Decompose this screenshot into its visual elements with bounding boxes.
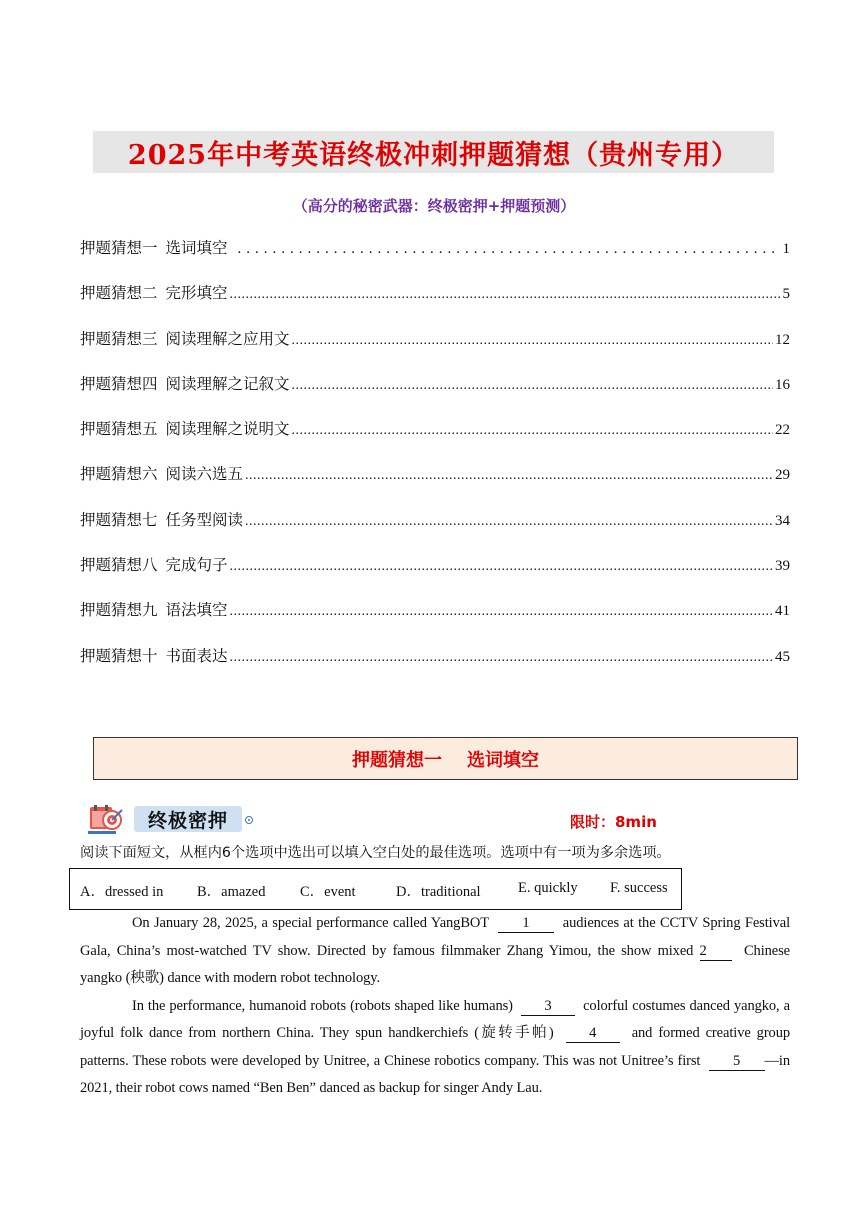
toc-page-number: 1 bbox=[782, 241, 790, 257]
toc-label: 押题猜想六 bbox=[80, 465, 158, 484]
time-limit: 限时：8min bbox=[570, 813, 657, 831]
badge-dot-icon bbox=[245, 816, 253, 824]
toc-label: 押题猜想四 bbox=[80, 374, 158, 393]
exercise-instruction: 阅读下面短文，从框内6个选项中选出可以填入空白处的最佳选项。选项中有一项为多余选项。 bbox=[80, 845, 671, 861]
toc-label: 押题猜想二 bbox=[80, 284, 158, 303]
toc-page-number: 45 bbox=[775, 648, 790, 665]
toc-page-number: 5 bbox=[782, 286, 790, 303]
toc-leader bbox=[230, 559, 773, 575]
toc-topic: 任务型阅读 bbox=[165, 510, 244, 529]
reading-passage bbox=[80, 910, 790, 1103]
document-subtitle: （高分的秘密武器：终极密押+押题预测） bbox=[292, 197, 576, 215]
toc-topic: 语法填空 bbox=[165, 601, 228, 620]
toc-topic: 阅读理解之说明文 bbox=[165, 420, 290, 439]
blank-3[interactable]: 3 bbox=[521, 998, 575, 1016]
toc-label: 押题猜想九 bbox=[80, 601, 158, 620]
toc-entry[interactable] bbox=[80, 236, 790, 281]
toc-page-number: 12 bbox=[775, 331, 790, 348]
toc-entry[interactable] bbox=[80, 553, 790, 598]
badge-label: 终极密押 bbox=[147, 809, 228, 832]
table-of-contents bbox=[80, 236, 790, 689]
toc-topic: 完成句子 bbox=[165, 556, 228, 575]
toc-entry[interactable] bbox=[80, 372, 790, 417]
toc-entry[interactable] bbox=[80, 644, 790, 689]
option-d[interactable]: D．traditional bbox=[396, 884, 481, 900]
passage-paragraph-1: On January 28, 2025, a special performance called YangBOT 1 audiences at the CCTV Spring Festival Gala, China’s most-watched TV show. Directed by famous filmmaker Zhang Yimou, the show mixed 2 Chinese yangko (秧歌) dance with modern robot technology. bbox=[80, 915, 790, 986]
toc-page-number: 22 bbox=[775, 422, 790, 439]
section-header bbox=[93, 737, 798, 780]
toc-leader bbox=[230, 287, 781, 303]
toc-entry[interactable] bbox=[80, 508, 790, 553]
passage-paragraph-2: In the performance, humanoid robots (robots shaped like humans) 3 colorful costumes danced yangko, a joyful folk dance from northern China. They spun handkerchiefs (旋转手帕) 4 and formed creative group patterns. These robots were developed by Unitree, a Chinese robotics company. This was not Unitree’s first 5 —in 2021, their robot cows named “Ben Ben” danced as backup for singer Andy Lau. bbox=[80, 997, 791, 1096]
target-icon bbox=[88, 803, 124, 835]
toc-leader bbox=[245, 514, 773, 530]
toc-label: 押题猜想七 bbox=[80, 510, 158, 529]
toc-entry[interactable] bbox=[80, 462, 790, 507]
toc-leader bbox=[292, 333, 773, 349]
section-title: 押题猜想一 选词填空 bbox=[351, 749, 540, 771]
toc-page-number: 39 bbox=[775, 558, 790, 575]
toc-topic: 完形填空 bbox=[165, 284, 228, 303]
option-f[interactable]: F. success bbox=[610, 880, 668, 896]
toc-label: 押题猜想八 bbox=[80, 556, 158, 575]
toc-page-number: 34 bbox=[775, 512, 790, 529]
toc-entry[interactable] bbox=[80, 327, 790, 372]
word-options-box bbox=[69, 868, 682, 910]
document-title: 2025年中考英语终极冲刺押题猜想（贵州专用） bbox=[127, 139, 740, 171]
toc-leader bbox=[245, 468, 773, 484]
toc-topic: 阅读六选五 bbox=[165, 465, 244, 484]
toc-leader bbox=[292, 423, 773, 439]
toc-topic: 阅读理解之记叙文 bbox=[165, 374, 290, 393]
toc-label: 押题猜想十 bbox=[80, 646, 158, 665]
toc-leader bbox=[238, 241, 781, 258]
option-b[interactable]: B．amazed bbox=[197, 884, 266, 900]
option-e[interactable]: E. quickly bbox=[518, 880, 578, 896]
toc-leader bbox=[230, 650, 773, 666]
toc-page-number: 29 bbox=[775, 467, 790, 484]
toc-topic: 选词填空 bbox=[165, 239, 228, 257]
toc-entry[interactable] bbox=[80, 598, 790, 643]
toc-page-number: 16 bbox=[775, 376, 790, 393]
toc-label: 押题猜想一 bbox=[80, 239, 158, 257]
toc-label: 押题猜想三 bbox=[80, 329, 158, 348]
toc-label: 押题猜想五 bbox=[80, 420, 158, 439]
toc-leader bbox=[230, 604, 773, 620]
document-title-banner bbox=[93, 131, 774, 173]
toc-topic: 书面表达 bbox=[165, 646, 228, 665]
toc-topic: 阅读理解之应用文 bbox=[165, 329, 290, 348]
toc-entry[interactable] bbox=[80, 417, 790, 462]
blank-4[interactable]: 4 bbox=[566, 1025, 620, 1043]
option-c[interactable]: C．event bbox=[300, 884, 356, 900]
ultimate-prediction-badge bbox=[134, 806, 242, 832]
blank-5[interactable]: 5 bbox=[709, 1053, 765, 1071]
blank-2[interactable]: 2 bbox=[700, 943, 732, 961]
blank-1[interactable]: 1 bbox=[498, 915, 554, 933]
toc-entry[interactable] bbox=[80, 281, 790, 326]
toc-leader bbox=[292, 378, 773, 394]
option-a[interactable]: A．dressed in bbox=[80, 884, 164, 900]
toc-page-number: 41 bbox=[775, 603, 790, 620]
